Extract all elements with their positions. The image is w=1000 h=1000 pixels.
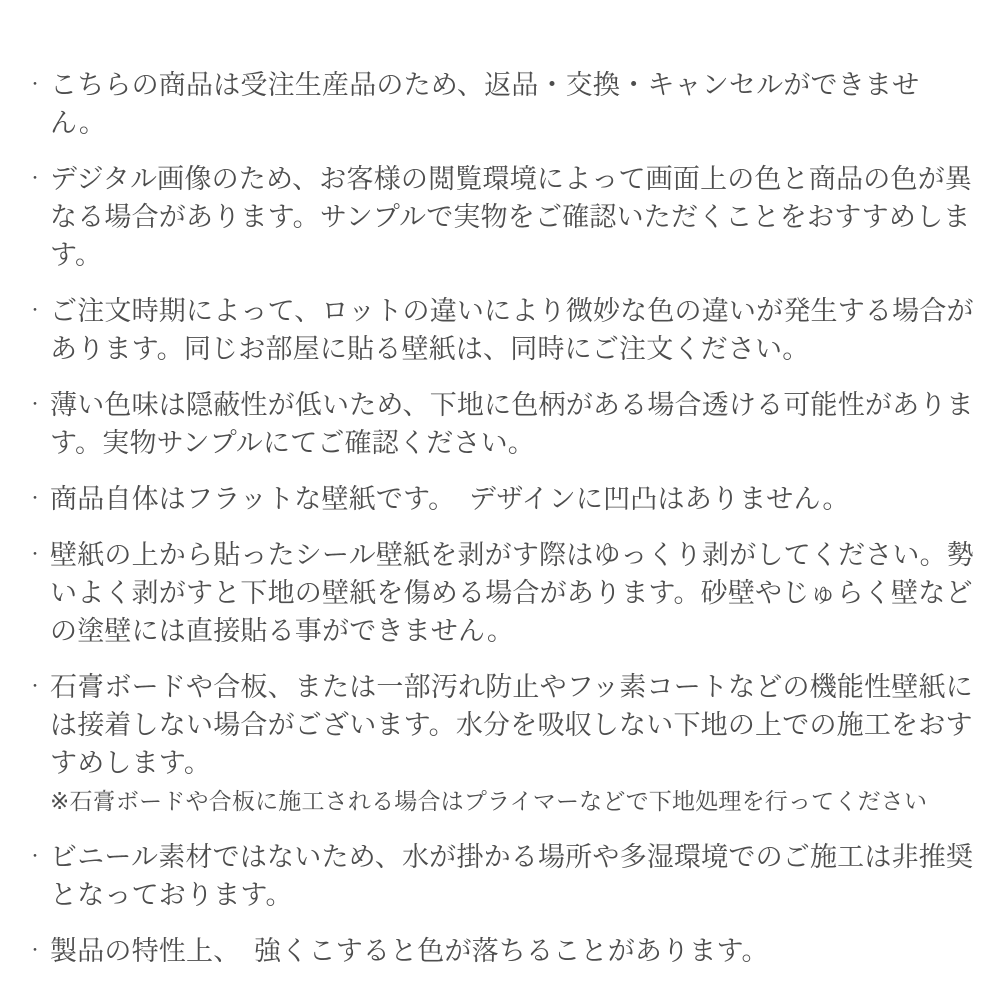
note-text: 薄い色味は隠蔽性が低いため、下地に色柄がある場合透ける可能性があります。実物サンプルにてご確認ください。 <box>50 390 974 458</box>
note-text: 製品の特性上、 強くこすると色が落ちることがあります。 <box>50 936 769 966</box>
bullet-icon: ・ <box>27 546 43 563</box>
note-text: 商品自体はフラットな壁紙です。 デザインに凹凸はありません。 <box>50 484 850 514</box>
bullet-icon: ・ <box>27 942 43 959</box>
bullet-icon: ・ <box>27 678 43 695</box>
note-item <box>20 292 975 368</box>
note-text: こちらの商品は受注生産品のため、返品・交換・キャンセルができません。 <box>50 70 920 138</box>
note-item <box>20 386 975 462</box>
note-item <box>20 480 975 518</box>
note-item <box>20 160 975 274</box>
bullet-icon: ・ <box>27 76 43 93</box>
note-body <box>50 480 975 518</box>
note-text: ビニール素材ではないため、水が掛かる場所や多湿環境でのご施工は非推奨となっております。 <box>50 842 974 910</box>
note-subnote: ※石膏ボードや合板に施工される場合はプライマーなどで下地処理を行ってください <box>50 788 928 814</box>
bullet-icon: ・ <box>27 170 43 187</box>
note-item <box>20 838 975 914</box>
note-body <box>50 838 975 914</box>
note-body <box>50 668 975 820</box>
note-body <box>50 160 975 274</box>
bullet-icon: ・ <box>27 302 43 319</box>
note-item <box>20 932 975 970</box>
bullet-icon: ・ <box>27 490 43 507</box>
bullet-icon: ・ <box>27 848 43 865</box>
product-notes-list <box>20 66 975 970</box>
note-text: ご注文時期によって、ロットの違いにより微妙な色の違いが発生する場合があります。同じお部屋に貼る壁紙は、同時にご注文ください。 <box>50 296 974 364</box>
note-item <box>20 536 975 650</box>
note-body <box>50 932 975 970</box>
note-body <box>50 536 975 650</box>
note-text: 石膏ボードや合板、または一部汚れ防止やフッ素コートなどの機能性壁紙には接着しない場合がございます。水分を吸収しない下地の上での施工をおすすめします。 <box>50 672 973 778</box>
note-text: デジタル画像のため、お客様の閲覧環境によって画面上の色と商品の色が異なる場合があります。サンプルで実物をご確認いただくことをおすすめします。 <box>50 164 973 270</box>
note-body <box>50 386 975 462</box>
note-body <box>50 292 975 368</box>
note-item <box>20 668 975 820</box>
note-text: 壁紙の上から貼ったシール壁紙を剥がす際はゆっくり剥がしてください。勢いよく剥がすと下地の壁紙を傷める場合があります。砂壁やじゅらく壁などの塗壁には直接貼る事ができません。 <box>50 540 974 646</box>
bullet-icon: ・ <box>27 396 43 413</box>
note-item <box>20 66 975 142</box>
note-body <box>50 66 975 142</box>
